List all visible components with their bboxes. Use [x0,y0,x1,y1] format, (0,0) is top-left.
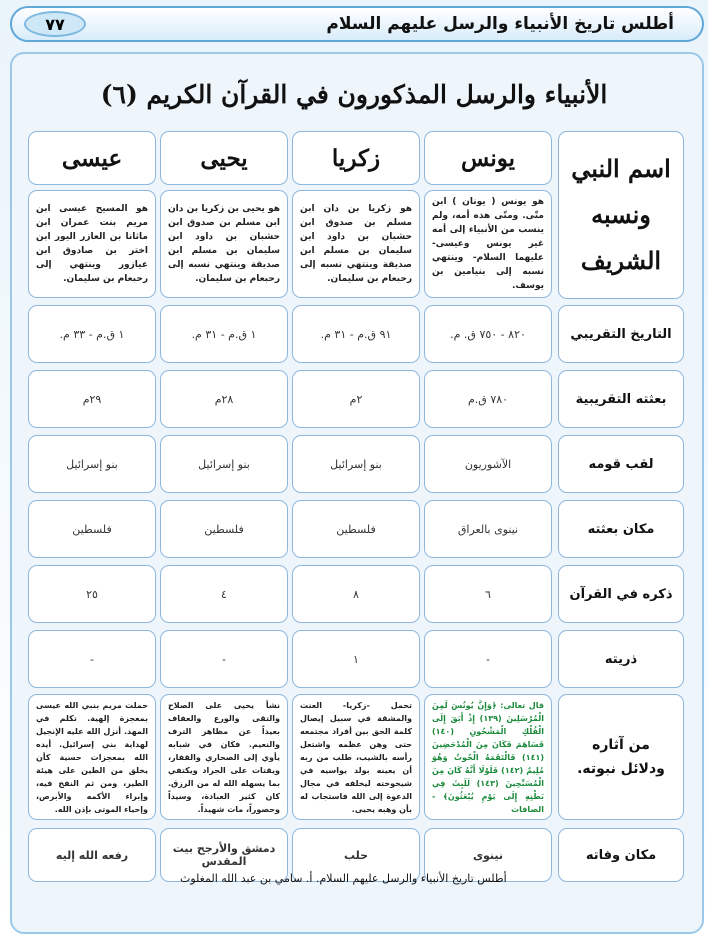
prophet-place: فلسطين [28,500,156,558]
prophet-place: فلسطين [292,500,420,558]
prophet-offspring: - [28,630,156,688]
label-offspring [558,630,684,688]
prophet-mentions: ٤ [160,565,288,623]
prophet-death: نينوى [424,828,552,882]
prophet-works: قال تعالى: ﴿وَإِنَّ يُونُسَ لَمِنَ الْمُرْسَلِينَ (١٣٩) إِذْ أَبَقَ إِلَى الْفُلْكِ الْمَشْحُونِ (١٤٠) فَسَاهَمَ فَكَانَ مِنَ الْمُدْحَضِينَ (١٤١) فَالْتَقَمَهُ الْحُوتُ وَهُوَ مُلِيمٌ (١٤٢) فَلَوْلَا أَنَّهُ كَانَ مِنَ الْمُسَبِّحِينَ (١٤٣) لَلَبِثَ فِي بَطْنِهِ إِلَى يَوْمِ يُبْعَثُونَ﴾ - الصافات [424,694,552,820]
label-mission [558,370,684,428]
prophet-date: ١ ق.م - ٣٣ م. [28,305,156,363]
prophet-lineage: هو المسيح عيسى ابن مريم بنت عمران ابن ماثانا بن العازر اليور ابن اختر بن صادوق ابن عيازور وينتهي إلى رحبعام بن سليمان. [28,190,156,298]
prophet-name: يحيى [160,131,288,185]
prophet-mentions: ٢٥ [28,565,156,623]
prophet-name: زكريا [292,131,420,185]
label-death-text: مكان وفاته [585,847,657,863]
label-name [558,131,684,299]
page-header [10,6,704,42]
prophet-works: حملت مريم بنبي الله عيسى بمعجزة إلهية. تكلم في المهد. أنزل الله عليه الإنجيل لهداية بني إسرائيل. أيده الله بمعجزات حسية كأن يخلق من الطين على هيئة الطير، ومن ثم النفخ فيه، وإبراء الأكمه والأبرص، وإحياء الموتى بإذن الله. [28,694,156,820]
prophet-people: بنو إسرائيل [28,435,156,493]
label-offspring-text: ذريته [604,651,638,667]
prophet-mission: ٧٨٠ ق.م [424,370,552,428]
prophet-date: ٨٢٠ - ٧٥٠ ق. م. [424,305,552,363]
label-people [558,435,684,493]
label-mentions [558,565,684,623]
prophet-date: ٩١ ق.م - ٣١ م. [292,305,420,363]
footer-credit: أطلس تاريخ الأنبياء والرسل عليهم السلام. أ. سامي بن عبد الله المغلوث [180,872,507,885]
prophet-people: بنو إسرائيل [160,435,288,493]
prophet-lineage: هو زكريا بن دان ابن مسلم بن صدوق ابن حشبان بن داود ابن سليمان بن مسلم ابن صديقة وينتهي نسبه إلى رحبعام بن سليمان. [292,190,420,298]
label-mission-text: بعثته التقريبية [575,391,667,407]
label-people-text: لقب قومه [588,456,654,472]
prophet-mentions: ٨ [292,565,420,623]
prophet-death: رفعه الله إليه [28,828,156,882]
prophet-offspring: - [424,630,552,688]
label-death [558,828,684,882]
prophet-name: يونس [424,131,552,185]
label-date [558,305,684,363]
prophet-offspring: - [160,630,288,688]
page-number: ٧٧ [24,11,86,37]
label-mentions-text: ذكره في القرآن [569,586,673,602]
label-works-text: من آثاره ودلائل نبوته. [577,737,665,777]
prophet-death: حلب [292,828,420,882]
book-title: أطلس تاريخ الأنبياء والرسل عليهم السلام [326,14,674,34]
page-title: الأنبياء والرسل المذكورون في القرآن الكريم (٦) [100,80,608,109]
prophet-place: فلسطين [160,500,288,558]
prophet-name: عيسى [28,131,156,185]
prophet-mission: ٢٩م [28,370,156,428]
prophet-lineage: هو يحيى بن زكريا بن دان ابن مسلم بن صدوق ابن حشبان بن داود ابن سليمان بن مسلم ابن صديقة وينتهي نسبه إلى رحبعام بن سليمان. [160,190,288,298]
label-date-text: التاريخ التقريبي [570,326,672,342]
prophet-works: تحمل -زكريا- العنت والمشقة في سبيل إيصال كلمة الحق بين أفراد مجتمعه حتى وهن عظمه واشتعل رأسه بالشيب، طلب من ربه أن يعينه بولد يواسيه في شيخوخته ليخلفه في مجال الدعوة إلى الله فاستجاب له بأن وهبه يحيى. [292,694,420,820]
label-works [558,694,684,820]
prophet-mission: ٢٨م [160,370,288,428]
prophet-works: نشأ يحيى على الصلاح والتقى والورع والعفاف بعيداً عن مظاهر الترف والنعيم. فكان في شبابه يأوي إلى الصحاري والقفار، ويقتات على الجراد ويكتفي بما يسهله الله له من الرزق. كان كثير العبادة، وسيداً وحصوراً، مات شهيداً. [160,694,288,820]
prophet-people: بنو إسرائيل [292,435,420,493]
prophet-lineage: هو يونس ( يونان ) ابن متّى. ومتّى هذه أمه، ولم ينسب من الأنبياء إلى أمه غير يونس وعيسى-عليهما السلام- وينتهي نسبه إلى بنيامين بن يوسف. [424,190,552,298]
prophet-death: دمشق والأرجح بيت المقدس [160,828,288,882]
prophet-offspring: ١ [292,630,420,688]
label-place-text: مكان بعثته [587,521,655,537]
prophet-mentions: ٦ [424,565,552,623]
label-place [558,500,684,558]
prophet-place: نينوى بالعراق [424,500,552,558]
prophet-date: ١ ق.م - ٣١ م. [160,305,288,363]
prophet-mission: ٢م [292,370,420,428]
label-name-text: اسم النبي ونسبه الشريف [571,154,671,275]
prophet-people: الآشوريون [424,435,552,493]
